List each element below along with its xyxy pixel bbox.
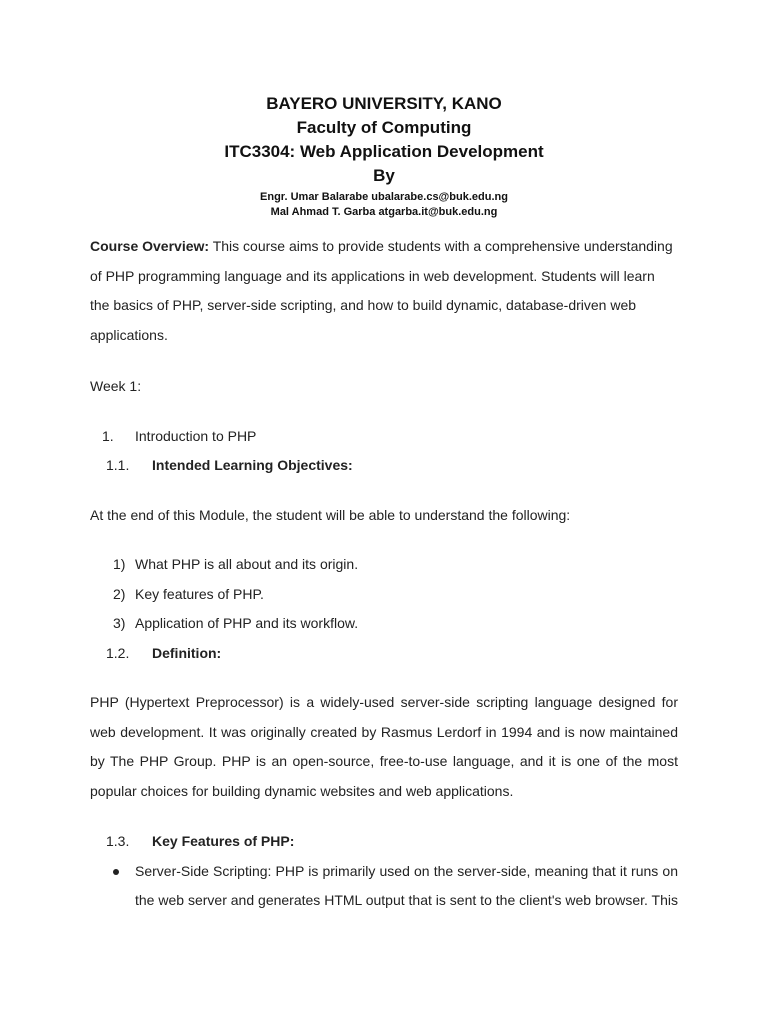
objective-item: Key features of PHP. [135,586,264,602]
objectives-intro: At the end of this Module, the student will be able to understand the following: [90,507,571,523]
course-title: ITC3304: Web Application Development [224,142,544,161]
university-name: BAYERO UNIVERSITY, KANO [266,94,502,113]
section-1-1-number: 1.1. [106,457,130,473]
section-1-3-title: Key Features of PHP: [152,833,295,849]
week-heading: Week 1: [90,378,142,394]
author-line-2: Mal Ahmad T. Garba atgarba.it@buk.edu.ng [270,206,498,218]
by-label: By [373,166,395,185]
section-1-2-number: 1.2. [106,645,130,661]
objective-item: What PHP is all about and its origin. [135,556,359,572]
section-1-3-number: 1.3. [106,833,130,849]
faculty-name: Faculty of Computing [296,118,472,137]
course-overview-label: Course Overview: [90,238,210,254]
bullet-icon [113,869,119,875]
definition-paragraph: PHP (Hypertext Preprocessor) is a widely-used server-side scripting language designed for web development. It was originally created by Rasmus Lerdorf in 1994 and is now maintained by The PHP Group. PHP is an open-source, free-to-use language, and it is one of the most popular choices for building dynamic websites and web applications. [90,694,678,800]
objective-marker: 3) [113,615,126,631]
author-line-1: Engr. Umar Balarabe ubalarabe.cs@buk.edu.ng [260,191,508,203]
section-1-1-title: Intended Learning Objectives: [152,457,353,473]
course-overview [90,232,678,351]
document-header [0,92,768,220]
course-overview-text: This course aims to provide students with a comprehensive understanding of PHP programming language and its applications in web development. Students will learn the basics of PHP, server-side scripting, and how to build dynamic, database-driven web applications. [90,238,673,344]
bullet-line-2: the web server and generates HTML output that is sent to the client's web browser. This [135,892,678,908]
objective-marker: 2) [113,586,126,602]
objective-marker: 1) [113,556,126,572]
section-1-title: Introduction to PHP [135,428,257,444]
section-1-2-title: Definition: [152,645,222,661]
objective-item: Application of PHP and its workflow. [135,615,359,631]
section-1-number: 1. [102,428,114,444]
bullet-line-1: Server-Side Scripting: PHP is primarily used on the server-side, meaning that it runs on [135,863,678,879]
